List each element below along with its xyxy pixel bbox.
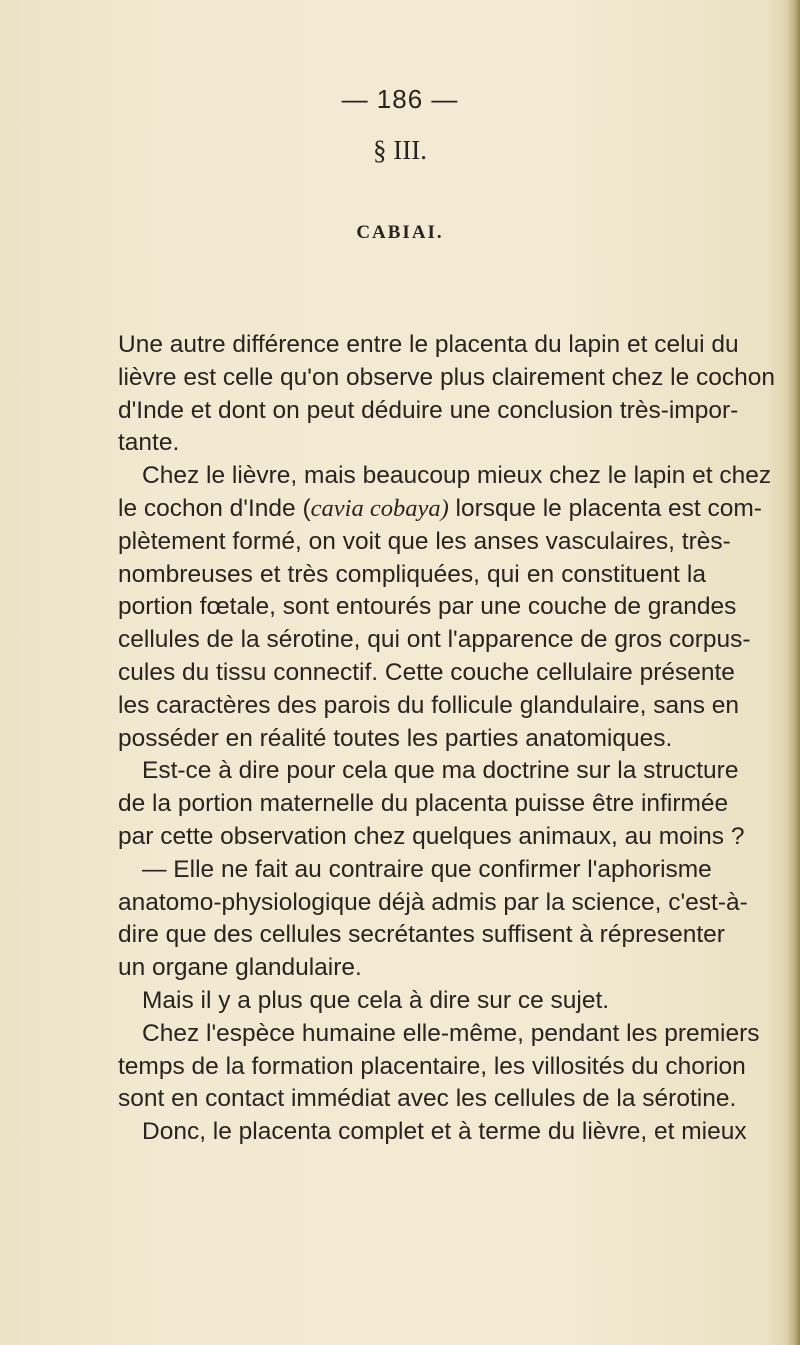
text-line: un organe glandulaire. [118, 954, 362, 982]
page-edge-shadow [786, 0, 800, 1345]
text-line: Donc, le placenta complet et à terme du lièvre, et mieux [142, 1118, 747, 1146]
text-line: tante. [118, 429, 180, 457]
text-line: Une autre différence entre le placenta du lapin et celui du [118, 331, 739, 358]
text-segment: lorsque le placenta est com- [448, 494, 762, 522]
page-number: — 186 — [341, 84, 459, 114]
text-segment: le cochon d'Inde ( [118, 494, 311, 522]
text-line: par cette observation chez quelques animaux, au moins ? [118, 822, 745, 850]
text-line: — Elle ne fait au contraire que confirmer l'aphorisme [142, 855, 712, 883]
text-line: Chez l'espèce humaine elle-même, pendant les premiers [142, 1019, 760, 1047]
text-line: de la portion maternelle du placenta puisse être infirmée [118, 790, 729, 818]
text-line: Est-ce à dire pour cela que ma doctrine sur la structure [142, 757, 739, 785]
text-line: posséder en réalité toutes les parties anatomiques. [118, 724, 673, 752]
text-line: nombreuses et très compliquées, qui en constituent la [118, 560, 706, 588]
text-line: plètement formé, on voit que les anses vasculaires, très- [118, 527, 731, 555]
text-line: lièvre est celle qu'on observe plus clairement chez le cochon [118, 363, 776, 391]
text-line: les caractères des parois du follicule glandulaire, sans en [118, 691, 740, 719]
text-line: dire que des cellules secrétantes suffisent à répresenter [118, 921, 725, 949]
text-line: portion fœtale, sont entourés par une couche de grandes [118, 593, 737, 621]
italic-latin-name: cavia cobaya) [310, 494, 449, 522]
body-text [118, 329, 776, 1149]
section-number: § III. [373, 135, 427, 165]
text-line: cellules de la sérotine, qui ont l'apparence de gros corpus- [118, 626, 751, 654]
text-line: Chez le lièvre, mais beaucoup mieux chez le lapin et chez [142, 462, 772, 490]
text-line: sont en contact immédiat avec les cellules de la sérotine. [118, 1085, 737, 1113]
text-line: cules du tissu connectif. Cette couche cellulaire présente [118, 658, 735, 686]
text-line: anatomo-physiologique déjà admis par la science, c'est-à- [118, 888, 748, 916]
text-line: temps de la formation placentaire, les villosités du chorion [118, 1052, 746, 1080]
section-title: CABIAI. [356, 222, 444, 243]
text-line: Mais il y a plus que cela à dire sur ce sujet. [142, 986, 610, 1014]
text-line: d'Inde et dont on peut déduire une conclusion très-impor- [118, 396, 739, 424]
text-line [118, 493, 762, 526]
